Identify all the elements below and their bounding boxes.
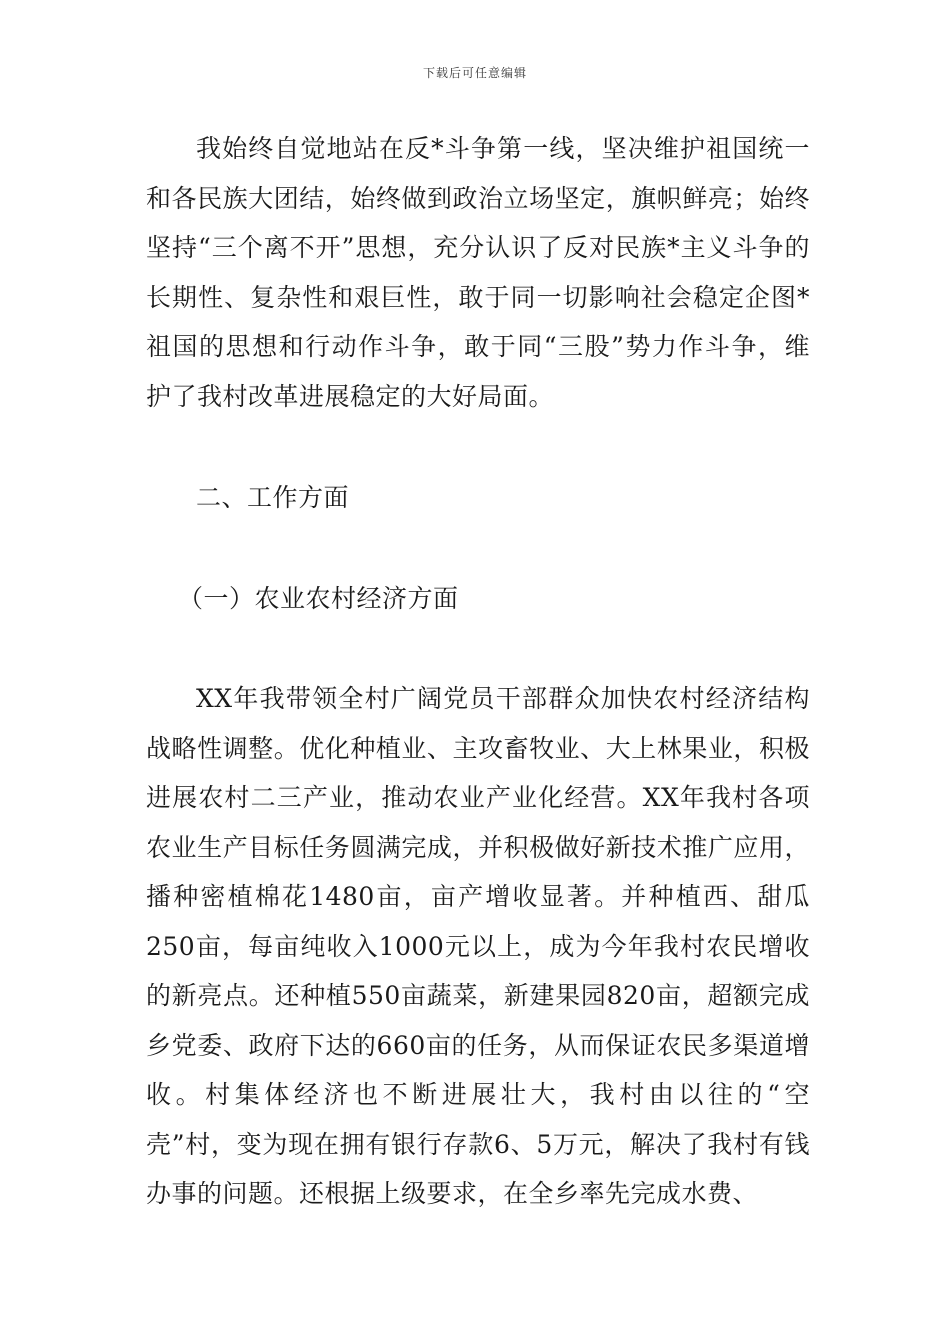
section-heading-work: 二、工作方面 — [196, 483, 350, 512]
subsection-heading-agriculture: （一）农业农村经济方面 — [178, 584, 459, 613]
paragraph-political-stance: 我始终自觉地站在反*斗争第一线，坚决维护祖国统一和各民族大团结，始终做到政治立场坚定，旗帜鲜亮；始终坚持“三个离不开”思想，充分认识了反对民族*主义斗争的长期性、复杂性和艰巨性，敢于同一切影响社会稳定企图*祖国的思想和行动作斗争，敢于同“三股”势力作斗争，维护了我村改革进展稳定的大好局面。 — [146, 134, 810, 411]
paragraph-agriculture-economy: XX年我带领全村广阔党员干部群众加快农村经济结构战略性调整。优化种植业、主攻畜牧业、大上林果业，积极进展农村二三产业，推动农业产业化经营。XX年我村各项农业生产目标任务圆满完成，并积极做好新技术推广应用，播种密植棉花1480亩，亩产增收显著。并种植西、甜瓜250亩，每亩纯收入1000元以上，成为今年我村农民增收的新亮点。还种植550亩蔬菜，新建果园820亩，超额完成乡党委、政府下达的660亩的任务，从而保证农民多渠道增收。村集体经济也不断进展壮大，我村由以往的“空壳”村，变为现在拥有银行存款6、5万元，解决了我村有钱办事的问题。还根据上级要求，在全乡率先完成水费、 — [146, 684, 810, 1208]
page-header-note: 下载后可任意编辑 — [422, 66, 527, 80]
